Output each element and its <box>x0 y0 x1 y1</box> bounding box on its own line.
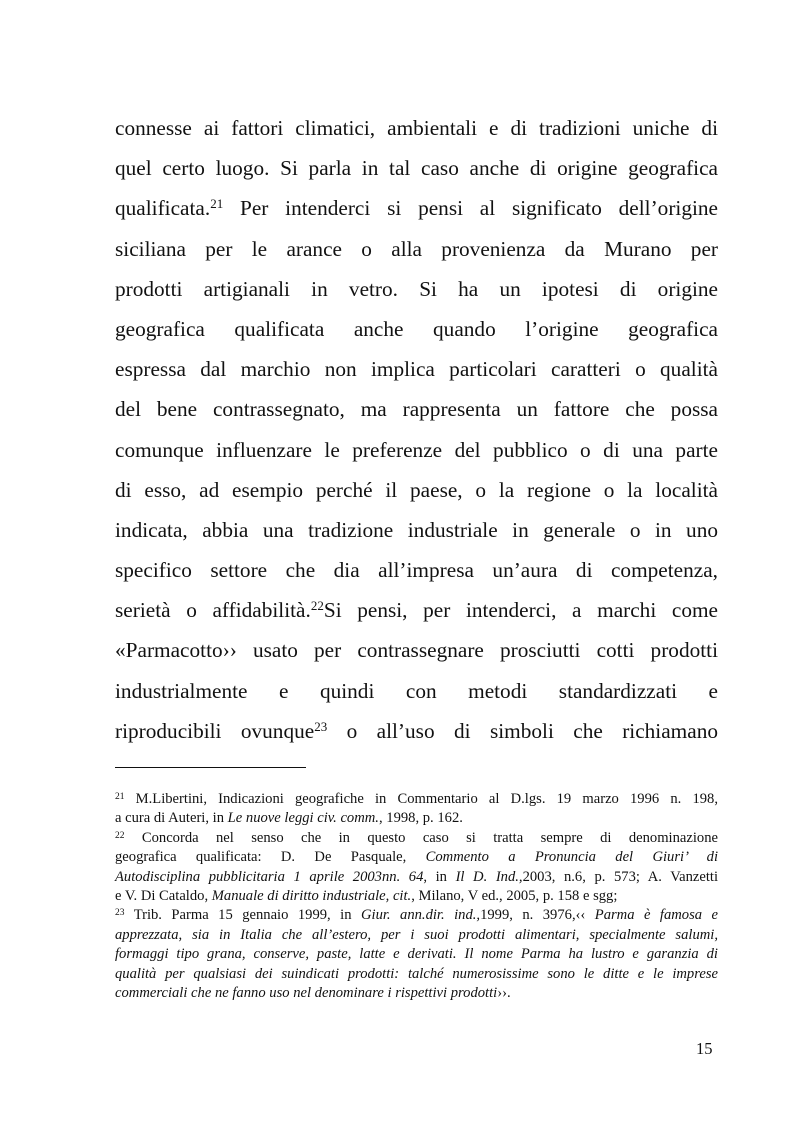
footnote-ref-23[interactable]: 23 <box>314 718 328 734</box>
footnote-23 <box>115 906 718 925</box>
footnote-ref-22[interactable]: 22 <box>310 598 324 614</box>
body-line-text: qualificata. <box>115 196 211 221</box>
page-number: 15 <box>696 1039 713 1058</box>
footnotes <box>115 790 718 1003</box>
footnote-23-line <box>115 984 718 1003</box>
body-line-text: o all’uso di simboli che richiamano <box>327 718 718 743</box>
body-line: di esso, ad esempio perché il paese, o la regione o la località <box>115 477 718 502</box>
body-line: del bene contrassegnato, ma rappresenta un fattore che possa <box>115 397 718 422</box>
body-line-text: Per intenderci si pensi al significato dell’origine <box>223 196 718 221</box>
footnote-text: 2003, n.6, p. 573; A. Vanzetti <box>522 868 719 885</box>
body-line: prodotti artigianali in vetro. Si ha un ipotesi di origine <box>115 276 718 301</box>
body-text <box>115 108 718 751</box>
footnote-number: 23 <box>115 908 125 919</box>
footnote-separator <box>115 767 306 768</box>
footnote-text-italic: Parma è famosa e <box>594 907 719 924</box>
footnote-text-italic: Le nuove leggi civ. comm. <box>227 810 379 827</box>
body-line <box>115 188 718 228</box>
footnote-text: Concorda nel senso che in questo caso si tratta sempre di denominazione <box>124 829 718 846</box>
footnote-text-italic: Autodisciplina pubblicitaria 1 aprile 2003nn. 64 <box>115 868 424 885</box>
body-line: industrialmente e quindi con metodi standardizzati e <box>115 678 718 703</box>
body-line: geografica qualificata anche quando l’origine geografica <box>115 316 718 341</box>
footnote-text-italic: formaggi tipo grana, conserve, paste, latte e derivati. Il nome Parma ha lustro e garanzia di <box>115 946 718 963</box>
footnote-text: Trib. Parma 15 gennaio 1999, in <box>124 907 361 924</box>
body-line-text: serietà o affidabilità. <box>115 598 311 623</box>
footnote-text: , Milano, V ed., 2005, p. 158 e sgg; <box>411 887 618 904</box>
footnote-text-italic: Il D. Ind., <box>455 868 523 885</box>
body-line: indicata, abbia una tradizione industriale in generale o in uno <box>115 517 718 542</box>
body-line: quel certo luogo. Si parla in tal caso anche di origine geografica <box>115 156 718 181</box>
body-line: specifico settore che dia all’impresa un’aura di competenza, <box>115 558 718 583</box>
footnote-text-italic: Manuale di diritto industriale, cit. <box>211 887 412 904</box>
footnote-ref-21[interactable]: 21 <box>210 196 224 212</box>
footnote-22-line <box>115 887 718 906</box>
footnote-text-italic: Commento a Pronuncia del Giuri’ di <box>425 849 719 866</box>
footnote-text-italic: Giur. ann.dir. ind., <box>360 907 481 924</box>
footnote-text-italic: apprezzata, sia in Italia che all’estero, per i suoi prodotti alimentari, specialmente salumi, <box>115 926 718 943</box>
body-line-text: riproducibili ovunque <box>115 718 315 743</box>
footnote-23-line <box>115 945 718 964</box>
body-line-text: Si pensi, per intenderci, a marchi come <box>323 598 718 623</box>
body-line: connesse ai fattori climatici, ambientali e di tradizioni uniche di <box>115 116 718 140</box>
body-line: «Parmacotto›› usato per contrassegnare prosciutti cotti prodotti <box>115 638 718 663</box>
footnote-23-line <box>115 965 718 984</box>
body-line <box>115 590 718 630</box>
footnote-22-line <box>115 868 718 887</box>
footnote-text: , 1998, p. 162. <box>378 810 463 827</box>
footnote-text-italic: qualità per qualsiasi dei suindicati prodotti: talché numerosissime sono le ditte e le imprese <box>115 965 718 982</box>
footnote-text: ››. <box>497 984 511 1001</box>
body-line: siciliana per le arance o alla provenienza da Murano per <box>115 236 718 261</box>
footnote-number: 21 <box>115 792 125 802</box>
footnote-text: a cura di Auteri, in <box>115 810 228 827</box>
footnote-21-line <box>115 809 718 828</box>
body-line: espressa dal marchio non implica particolari caratteri o qualità <box>115 357 718 382</box>
footnote-22 <box>115 829 718 848</box>
footnote-number: 22 <box>115 830 125 841</box>
body-line <box>115 711 718 751</box>
body-line: comunque influenzare le preferenze del pubblico o di una parte <box>115 437 718 462</box>
footnote-text: geografica qualificata: D. De Pasquale, <box>115 849 426 866</box>
footnote-21 <box>115 790 718 809</box>
footnote-text-italic: commerciali che ne fanno uso nel denominare i rispettivi prodotti <box>115 984 498 1001</box>
footnote-text: e V. Di Cataldo, <box>115 887 212 904</box>
footnote-23-line <box>115 926 718 945</box>
footnote-text: 1999, n. 3976,‹‹ <box>480 907 595 924</box>
footnote-text: M.Libertini, Indicazioni geografiche in Commentario al D.lgs. 19 marzo 1996 n. 198, <box>124 791 718 807</box>
footnote-22-line <box>115 848 718 867</box>
footnote-text: , in <box>423 868 456 885</box>
